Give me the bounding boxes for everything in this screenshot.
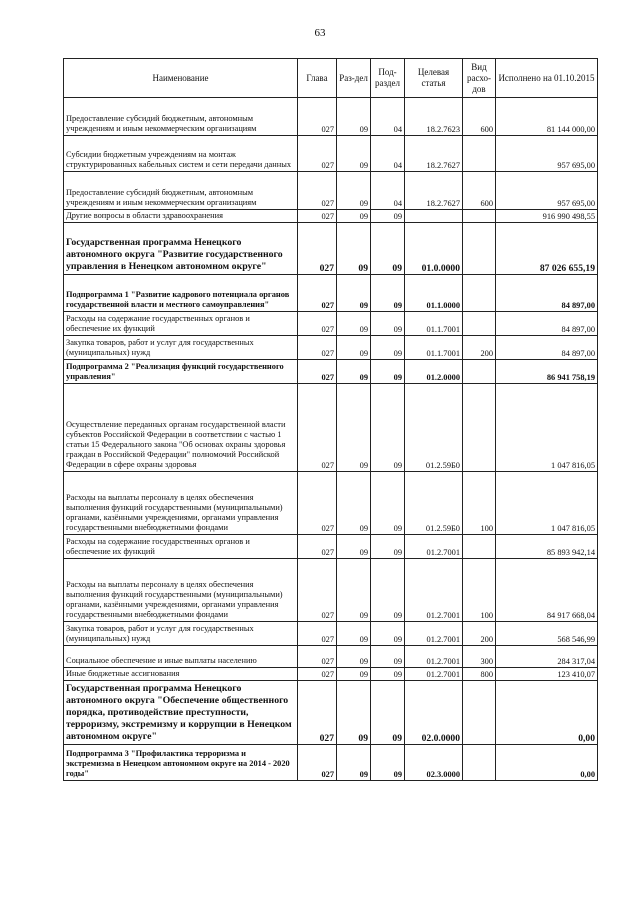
cell-amount: 0,00 <box>496 745 598 781</box>
cell-glava: 027 <box>298 668 337 681</box>
cell-podrazdel: 04 <box>371 98 405 136</box>
cell-target <box>405 210 463 223</box>
cell-podrazdel: 09 <box>371 681 405 745</box>
header-name: Наименование <box>64 59 298 98</box>
table-row <box>64 136 598 172</box>
cell-glava: 027 <box>298 559 337 622</box>
table-row <box>64 312 598 336</box>
cell-name: Другие вопросы в области здравоохранения <box>64 210 298 223</box>
cell-razdel: 09 <box>337 336 371 360</box>
table-row <box>64 210 598 223</box>
table-row <box>64 360 598 384</box>
cell-target: 01.1.0000 <box>405 275 463 312</box>
cell-glava: 027 <box>298 275 337 312</box>
cell-podrazdel: 04 <box>371 136 405 172</box>
cell-amount: 87 026 655,19 <box>496 223 598 275</box>
cell-vid <box>463 745 496 781</box>
cell-podrazdel: 09 <box>371 622 405 646</box>
cell-target: 01.1.7001 <box>405 312 463 336</box>
table-row <box>64 336 598 360</box>
table-row <box>64 472 598 535</box>
cell-target: 01.2.0000 <box>405 360 463 384</box>
header-executed: Исполнено на 01.10.2015 <box>496 59 598 98</box>
cell-glava: 027 <box>298 472 337 535</box>
header-razdel: Раз-дел <box>337 59 371 98</box>
cell-name: Расходы на содержание государственных органов и обеспечение их функций <box>64 312 298 336</box>
cell-razdel: 09 <box>337 681 371 745</box>
cell-razdel: 09 <box>337 622 371 646</box>
table-row <box>64 275 598 312</box>
cell-glava: 027 <box>298 646 337 668</box>
table-row <box>64 223 598 275</box>
cell-podrazdel: 09 <box>371 745 405 781</box>
cell-amount: 85 893 942,14 <box>496 535 598 559</box>
cell-name: Государственная программа Ненецкого автономного округа "Развитие государственного управления в Ненецком автономном округе" <box>64 223 298 275</box>
cell-glava: 027 <box>298 384 337 472</box>
cell-vid: 200 <box>463 336 496 360</box>
table-row <box>64 535 598 559</box>
table-row <box>64 172 598 210</box>
cell-vid <box>463 223 496 275</box>
cell-target: 18.2.7623 <box>405 98 463 136</box>
cell-glava: 027 <box>298 336 337 360</box>
cell-razdel: 09 <box>337 210 371 223</box>
cell-podrazdel: 09 <box>371 275 405 312</box>
cell-amount: 284 317,04 <box>496 646 598 668</box>
cell-vid: 300 <box>463 646 496 668</box>
cell-razdel: 09 <box>337 172 371 210</box>
cell-name: Предоставление субсидий бюджетным, автономным учреждениям и иным некоммерческим организациям <box>64 98 298 136</box>
cell-amount: 84 897,00 <box>496 336 598 360</box>
cell-name: Подпрограмма 2 "Реализация функций государственного управления" <box>64 360 298 384</box>
cell-name: Подпрограмма 3 "Профилактика терроризма и экстремизма в Ненецком автономном округе на 2014 - 2020 годы" <box>64 745 298 781</box>
cell-amount: 84 897,00 <box>496 312 598 336</box>
cell-vid <box>463 136 496 172</box>
cell-name: Расходы на выплаты персоналу в целях обеспечения выполнения функций государственными (муниципальными) органами, казёнными учреждениями, органами управления государственными внебюджетными фондами <box>64 559 298 622</box>
cell-target: 01.2.59Б0 <box>405 472 463 535</box>
cell-target: 01.2.7001 <box>405 622 463 646</box>
cell-target: 18.2.7627 <box>405 172 463 210</box>
cell-podrazdel: 09 <box>371 210 405 223</box>
cell-glava: 027 <box>298 223 337 275</box>
cell-podrazdel: 09 <box>371 312 405 336</box>
cell-name: Предоставление субсидий бюджетным, автономным учреждениям и иным некоммерческим организациям <box>64 172 298 210</box>
table-row <box>64 745 598 781</box>
cell-podrazdel: 09 <box>371 559 405 622</box>
cell-podrazdel: 09 <box>371 535 405 559</box>
cell-name: Субсидии бюджетным учреждениям на монтаж структурированных кабельных систем и сети передачи данных <box>64 136 298 172</box>
cell-glava: 027 <box>298 98 337 136</box>
cell-vid <box>463 681 496 745</box>
cell-vid: 200 <box>463 622 496 646</box>
cell-amount: 957 695,00 <box>496 136 598 172</box>
cell-name: Иные бюджетные ассигнования <box>64 668 298 681</box>
cell-vid <box>463 360 496 384</box>
cell-glava: 027 <box>298 136 337 172</box>
cell-vid: 800 <box>463 668 496 681</box>
cell-target: 18.2.7627 <box>405 136 463 172</box>
cell-razdel: 09 <box>337 275 371 312</box>
cell-podrazdel: 04 <box>371 172 405 210</box>
cell-razdel: 09 <box>337 472 371 535</box>
cell-podrazdel: 09 <box>371 360 405 384</box>
page-number: 63 <box>314 27 326 39</box>
cell-podrazdel: 09 <box>371 384 405 472</box>
cell-target: 01.0.0000 <box>405 223 463 275</box>
cell-razdel: 09 <box>337 535 371 559</box>
cell-name: Подпрограмма 1 "Развитие кадрового потенциала органов государственной власти и местного самоуправления" <box>64 275 298 312</box>
table-row <box>64 668 598 681</box>
cell-amount: 916 990 498,55 <box>496 210 598 223</box>
cell-vid <box>463 384 496 472</box>
cell-vid: 100 <box>463 559 496 622</box>
cell-target: 01.2.59Б0 <box>405 384 463 472</box>
header-vid: Вид расхо-дов <box>463 59 496 98</box>
cell-target: 02.3.0000 <box>405 745 463 781</box>
header-target: Целевая статья <box>405 59 463 98</box>
cell-podrazdel: 09 <box>371 668 405 681</box>
cell-podrazdel: 09 <box>371 223 405 275</box>
cell-razdel: 09 <box>337 384 371 472</box>
cell-vid <box>463 275 496 312</box>
cell-glava: 027 <box>298 535 337 559</box>
cell-glava: 027 <box>298 312 337 336</box>
cell-amount: 84 917 668,04 <box>496 559 598 622</box>
cell-name: Расходы на содержание государственных органов и обеспечение их функций <box>64 535 298 559</box>
cell-vid: 600 <box>463 172 496 210</box>
cell-target: 01.2.7001 <box>405 535 463 559</box>
cell-razdel: 09 <box>337 312 371 336</box>
cell-razdel: 09 <box>337 559 371 622</box>
cell-vid: 100 <box>463 472 496 535</box>
cell-glava: 027 <box>298 745 337 781</box>
budget-table <box>63 58 598 781</box>
cell-name: Расходы на выплаты персоналу в целях обеспечения выполнения функций государственными (муниципальными) органами, казёнными учреждениями, органами управления государственными внебюджетными фондами <box>64 472 298 535</box>
table-row <box>64 384 598 472</box>
cell-amount: 1 047 816,05 <box>496 384 598 472</box>
cell-vid: 600 <box>463 98 496 136</box>
cell-target: 01.2.7001 <box>405 668 463 681</box>
cell-name: Осуществление переданных органам государственной власти субъектов Российской Федерации в соответствии с частью 1 статьи 15 Федерального закона "Об основах охраны здоровья граждан в Российской Федерации" полномочий Российской Федерации в сфере охраны здоровья <box>64 384 298 472</box>
cell-name: Государственная программа Ненецкого автономного округа "Обеспечение общественного порядка, противодействие преступности, терроризму, экстремизму и коррупции в Ненецком автономном округе" <box>64 681 298 745</box>
table-row <box>64 622 598 646</box>
cell-glava: 027 <box>298 622 337 646</box>
cell-razdel: 09 <box>337 98 371 136</box>
table-body <box>64 98 598 781</box>
cell-target: 01.2.7001 <box>405 646 463 668</box>
cell-amount: 957 695,00 <box>496 172 598 210</box>
cell-podrazdel: 09 <box>371 646 405 668</box>
header-podrazdel: Под-раздел <box>371 59 405 98</box>
header-glava: Глава <box>298 59 337 98</box>
cell-glava: 027 <box>298 172 337 210</box>
cell-razdel: 09 <box>337 223 371 275</box>
cell-razdel: 09 <box>337 360 371 384</box>
cell-podrazdel: 09 <box>371 472 405 535</box>
cell-name: Социальное обеспечение и иные выплаты населению <box>64 646 298 668</box>
cell-vid <box>463 312 496 336</box>
cell-amount: 81 144 000,00 <box>496 98 598 136</box>
cell-amount: 123 410,07 <box>496 668 598 681</box>
table-row <box>64 559 598 622</box>
cell-target: 01.2.7001 <box>405 559 463 622</box>
cell-razdel: 09 <box>337 668 371 681</box>
cell-target: 02.0.0000 <box>405 681 463 745</box>
cell-amount: 0,00 <box>496 681 598 745</box>
cell-amount: 1 047 816,05 <box>496 472 598 535</box>
cell-vid <box>463 210 496 223</box>
cell-razdel: 09 <box>337 136 371 172</box>
cell-amount: 568 546,99 <box>496 622 598 646</box>
cell-amount: 84 897,00 <box>496 275 598 312</box>
table-row <box>64 646 598 668</box>
cell-podrazdel: 09 <box>371 336 405 360</box>
cell-glava: 027 <box>298 360 337 384</box>
cell-razdel: 09 <box>337 745 371 781</box>
cell-glava: 027 <box>298 210 337 223</box>
cell-target: 01.1.7001 <box>405 336 463 360</box>
table-row <box>64 98 598 136</box>
cell-amount: 86 941 758,19 <box>496 360 598 384</box>
cell-name: Закупка товаров, работ и услуг для государственных (муниципальных) нужд <box>64 622 298 646</box>
table-header <box>64 59 598 98</box>
cell-vid <box>463 535 496 559</box>
cell-glava: 027 <box>298 681 337 745</box>
table-row <box>64 681 598 745</box>
cell-name: Закупка товаров, работ и услуг для государственных (муниципальных) нужд <box>64 336 298 360</box>
cell-razdel: 09 <box>337 646 371 668</box>
